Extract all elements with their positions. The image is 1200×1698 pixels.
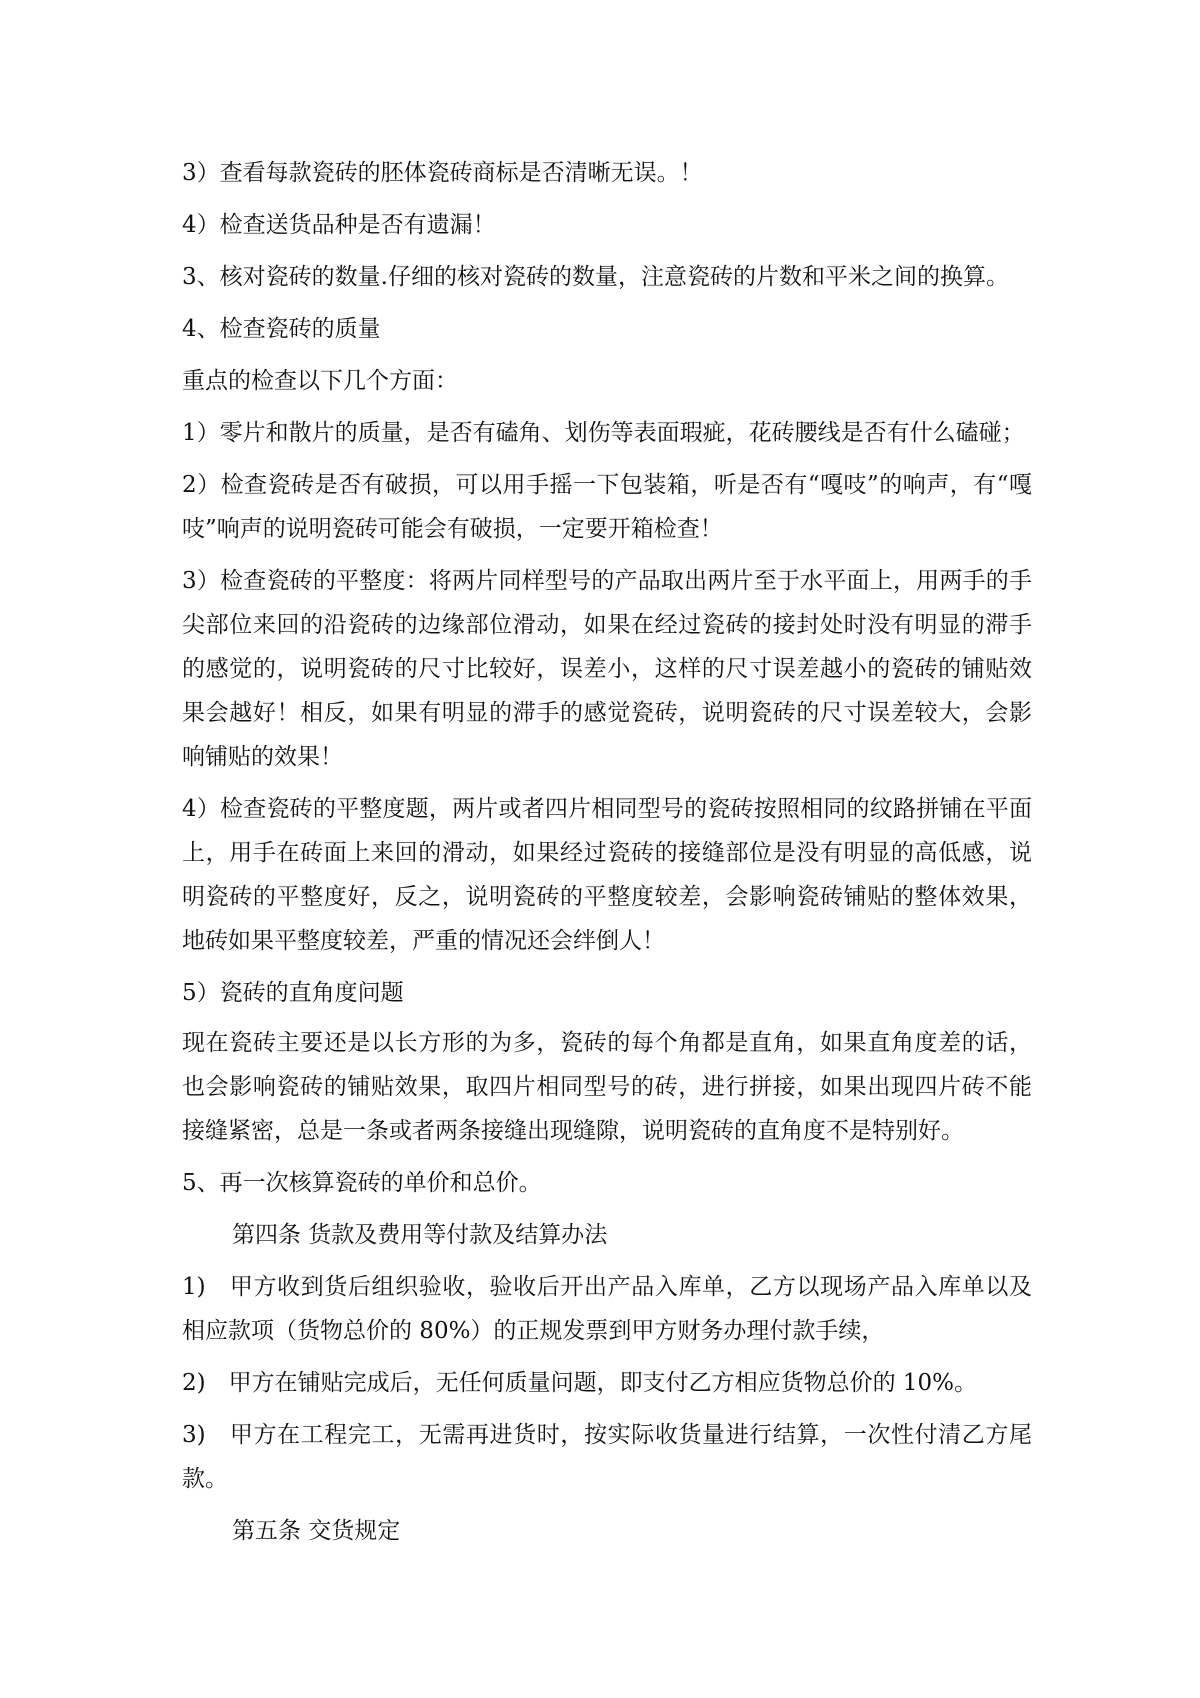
paragraph-check-missing-items: 4）检查送货品种是否有遗漏！ bbox=[182, 212, 496, 238]
paragraph-check-quality-title: 4、检查瓷砖的质量 bbox=[182, 316, 381, 342]
payment-item-2: 2) 甲方在铺贴完成后，无任何质量问题，即支付乙方相应货物总价的 10%。 bbox=[182, 1370, 978, 1396]
payment-item-1: 1) 甲方收到货后组织验收，验收后开出产品入库单，乙方以现场产品入库单以及相应款项（货物总价的 80%）的正规发票到甲方财务办理付款手续， bbox=[182, 1274, 1032, 1344]
paragraph-check-flatness-2: 4）检查瓷砖的平整度题，两片或者四片相同型号的瓷砖按照相同的纹路拼铺在平面上，用手在砖面上来回的滑动，如果经过瓷砖的接缝部位是没有明显的高低感，说明瓷砖的平整度好，反之，说明瓷砖的平整度较差，会影响瓷砖铺贴的整体效果，地砖如果平整度较差，严重的情况还会绊倒人！ bbox=[182, 796, 1032, 954]
paragraph-check-loose-pieces: 1）零片和散片的质量，是否有磕角、划伤等表面瑕疵，花砖腰线是否有什么磕碰； bbox=[182, 420, 1025, 446]
payment-item-3: 3) 甲方在工程完工，无需再进货时，按实际收货量进行结算，一次性付清乙方尾款。 bbox=[182, 1422, 1032, 1492]
paragraph-check-right-angle-title: 5）瓷砖的直角度问题 bbox=[182, 980, 404, 1006]
paragraph-check-damage: 2）检查瓷砖是否有破损，可以用手摇一下包装箱，听是否有“嘎吱”的响声，有“嘎吱”响声的说明瓷砖可能会有破损，一定要开箱检查！ bbox=[182, 472, 1032, 542]
paragraph-check-quality-intro: 重点的检查以下几个方面： bbox=[182, 368, 458, 394]
paragraph-check-quantity: 3、核对瓷砖的数量.仔细的核对瓷砖的数量，注意瓷砖的片数和平米之间的换算。 bbox=[182, 264, 1009, 290]
paragraph-check-trademark: 3）查看每款瓷砖的胚体瓷砖商标是否清晰无误。！ bbox=[182, 160, 703, 186]
paragraph-check-price: 5、再一次核算瓷砖的单价和总价。 bbox=[182, 1170, 542, 1196]
article-5-heading: 第五条 交货规定 bbox=[232, 1518, 401, 1544]
paragraph-check-flatness-1: 3）检查瓷砖的平整度：将两片同样型号的产品取出两片至于水平面上，用两手的手尖部位来回的沿瓷砖的边缘部位滑动，如果在经过瓷砖的接封处时没有明显的滞手的感觉的，说明瓷砖的尺寸比较好，误差小，这样的尺寸误差越小的瓷砖的铺贴效果会越好！相反，如果有明显的滞手的感觉瓷砖，说明瓷砖的尺寸误差较大，会影响铺贴的效果！ bbox=[182, 568, 1032, 770]
document-body bbox=[182, 151, 1032, 1561]
paragraph-check-right-angle-body: 现在瓷砖主要还是以长方形的为多，瓷砖的每个角都是直角，如果直角度差的话，也会影响瓷砖的铺贴效果，取四片相同型号的砖，进行拼接，如果出现四片砖不能接缝紧密，总是一条或者两条接缝出现缝隙，说明瓷砖的直角度不是特别好。 bbox=[182, 1030, 1032, 1144]
article-4-heading: 第四条 货款及费用等付款及结算办法 bbox=[232, 1222, 608, 1248]
